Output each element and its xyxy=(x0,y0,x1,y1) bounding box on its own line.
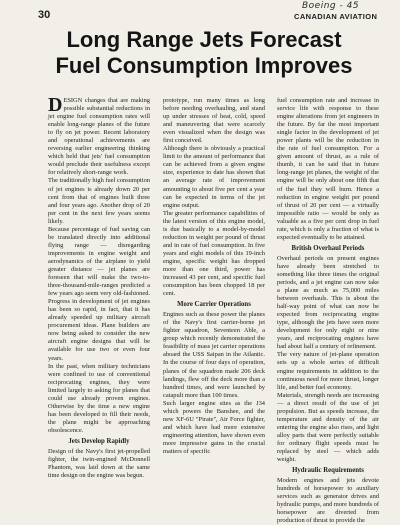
section-subhead: British Overhaul Periods xyxy=(291,244,365,252)
body-paragraph: Materials, strength needs are increasing — a direct result of the use of jet propulsion. But as speeds increase, the temperature and density of the air entering the engine also rises, and light alloy parts that were perfectly suitable for ordinary flight speeds must be replaced by steel — which adds weight. xyxy=(277,391,379,464)
article-column-2 xyxy=(163,97,265,455)
body-paragraph: The greater performance capabilities of the latest version of this engine model, is due basically to a model-by-model reduction in weight per pound of thrust and in rate of fuel consumption. In five years and eight models of this 19-inch engine, specific weight has dropped more than one third, power has increased 43 per cent, and specific fuel consumption has been chopped 18 per cent. xyxy=(163,209,265,298)
headline-line-2: Fuel Consumption Improves xyxy=(55,53,353,78)
section-subhead: More Carrier Operations xyxy=(177,301,251,309)
body-paragraph: In the past, when military technicians were confined to use of conventional reciprocating engines, they were limited largely to asking for planes that could use already proven engines. Otherwise by the time a new engine has been developed to fill their needs, the plane might be approaching obsolescence. xyxy=(48,362,150,434)
section-subhead: Jets Develop Rapidly xyxy=(68,437,130,445)
lead-paragraph: DESIGN changes that are making possible substantial reductions in jet engine fuel consumption rates will enable long-range planes of the future to fly on jet power. Recent laboratory and operational achievements are reversing earlier engineering thinking which held that jets' fuel consumption would preclude their usefulness except for relatively short-range work. xyxy=(48,94,150,177)
page-number: 30 xyxy=(38,9,51,21)
body-paragraph: The very nature of jet-plane operation sets up a whole series of difficult engine requirements in addition to the continuous need for more thrust, longer life, and better fuel economy. xyxy=(277,351,379,391)
body-paragraph: fuel consumption rate and increase in service life with response to these engine alterations from jet engineers in the future. By far the most important single factor in the development of jet power plants will be the reduction in the rate of fuel consumption. For a given amount of thrust, as a rule of thumb, it can be said that in future long-range jet planes, the weight of the engine will be only about one fifth that of the fuel they will burn. Hence a reduction in engine weight per pound of thrust of 20 per cent — a virtually impossible ratio — would be only as valuable as a five per cent drop in fuel rate, which is only a fraction of what is expected eventually to be attained. xyxy=(277,97,379,241)
body-paragraph: The traditionally high fuel consumption of jet engines is already down 20 per cent from that of engines built three and four years ago. Another drop of 20 per cent in the next few years seems likely. xyxy=(48,177,150,225)
article-headline xyxy=(44,27,364,79)
publication-name: CANADIAN AVIATION xyxy=(294,12,378,21)
body-paragraph: prototype, run many times as long before needing overhauling, and stand up under stresses of heat, cold, speed and maneuvering that were scarcely even visualized when the design was first conceived. xyxy=(163,97,265,145)
article-column-1 xyxy=(48,94,150,480)
body-paragraph: Overhaul periods on present engines have already been stretched to something like three times the original periods, and a jet engine can now take a plane as much as 75,000 miles between overhauls. This is about the half-way point of what can now be expected from reciprocating engine type, although the jets have seen more development for only eight or nine years, and reciprocating engines have had about half a century of refinement. xyxy=(277,254,379,351)
body-paragraph: Engines such as these power the planes of the Navy's first carrier-borne jet fighter squadron, Seventeen Able, a group which recently demonstrated the feasibility of mass jet carrier operations aboard the USS Saipan in the Atlantic. In the course of four days of operation, planes of the squadron made 206 deck landings, flew off the deck more than a hundred times, and were launched by catapult more than 100 times. xyxy=(163,311,265,399)
body-paragraph: Although there is obviously a practical limit to the amount of performance that can be achieved from a given engine size, experience to date has shown that an average rate of improvement amounting to about five per cent a year can be expected in terms of the jet engine output. xyxy=(163,145,265,209)
handwritten-annotation: Boeing - 45 xyxy=(302,1,360,11)
article-column-3 xyxy=(277,97,379,525)
headline-line-1: Long Range Jets Forecast xyxy=(66,27,342,52)
section-subhead: Hydraulic Requirements xyxy=(292,467,364,475)
body-paragraph: Because percentage of fuel saving can be translated directly into additional flying range — disregarding improvements in engine weight and aerodynamics of the airplane to yield greater distance — jet planes are foreseen that will make the two-to-three-thousand-mile-ranges predicted a few years ago seem very old-fashioned. Progress in development of jet engines has been so rapid, in fact, that it has already speeded up military aircraft procurement ideas. Plane builders are now being asked to consider the new aircraft engine designs that will be available for use two or even four years. xyxy=(48,225,150,362)
body-paragraph: Design of the Navy's first jet-propelled fighter, the twin-engined McDonnell Phantom, was laid down at the same time design on the engine was begun. xyxy=(48,447,150,480)
body-paragraph: Modern engines and jets devote hundreds of horsepower to auxiliary services such as generator drives and hydraulic pumps, and more hundreds of horsepower are diverted from production of thrust to provide the xyxy=(277,477,379,525)
body-paragraph: Such larger engine sites as the J34 which powers the Banshee, and the new XF-6U "Pirate", Air Force fighter, and which have had more extensive engineering attention, have shown even more impressive gains in the crucial matters of specific xyxy=(163,399,265,455)
